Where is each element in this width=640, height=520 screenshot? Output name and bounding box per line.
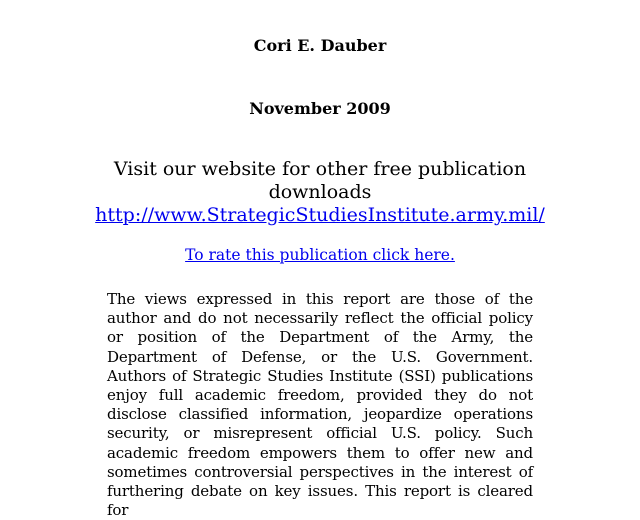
- website-notice: [0, 158, 640, 227]
- rate-publication-link[interactable]: To rate this publication click here.: [185, 246, 455, 264]
- rate-publication: [0, 245, 640, 265]
- disclaimer-paragraph: The views expressed in this report are those of the author and do not necessarily reflect the official policy or position of the Department of the Army, the Department of Defense, or the U.S. Government. Authors of Strategic Studies Institute (SSI) publications enjoy full academic freedom, provided they do not disclose classified information, jeopardize operations security, or misrepresent official U.S. policy. Such academic freedom empowers them to offer new and sometimes controversial perspectives in the interest of furthering debate on key issues. This report is cleared for: [107, 290, 533, 520]
- author-name: Cori E. Dauber: [253, 36, 387, 55]
- website-notice-line-2: downloads: [268, 181, 372, 203]
- website-url-link[interactable]: http://www.StrategicStudiesInstitute.army.mil/: [95, 204, 545, 226]
- website-notice-line-1: Visit our website for other free publication: [113, 158, 527, 180]
- publication-date: November 2009: [249, 99, 391, 118]
